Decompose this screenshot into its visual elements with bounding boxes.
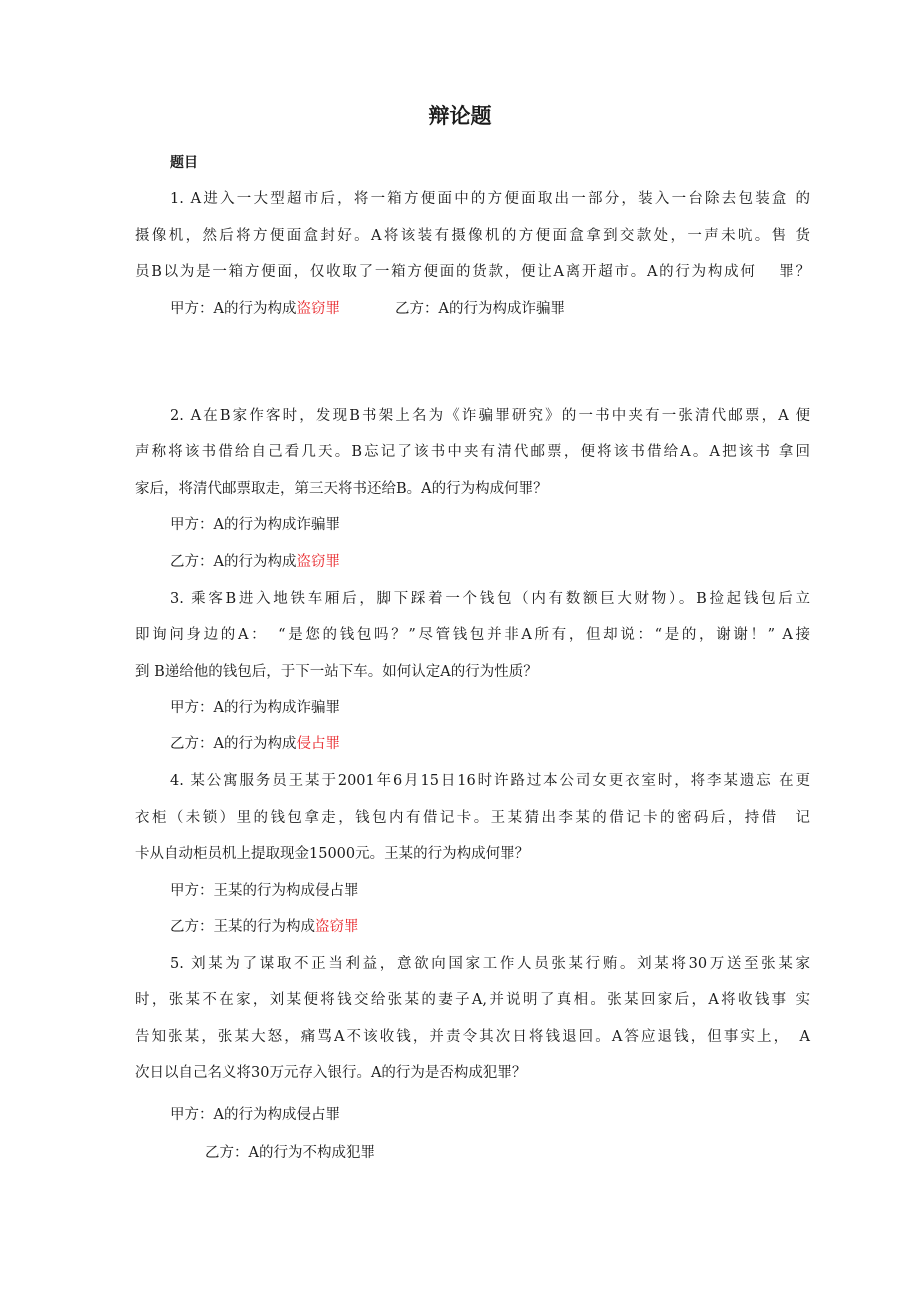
- side-b-highlight: 盗窃罪: [315, 919, 359, 935]
- question-4-side-a: [170, 881, 359, 901]
- side-b-text: 乙方：A的行为构成诈骗罪: [395, 301, 565, 317]
- question-5-line-4: 次日以自己名义将30万元存入银行。A的行为是否构成犯罪？: [135, 1065, 527, 1081]
- side-b-text: 乙方：A的行为不构成犯罪: [205, 1145, 375, 1161]
- question-2-side-a: [170, 515, 340, 535]
- side-b-text: 乙方：A的行为构成: [170, 736, 297, 752]
- question-5-line-2: 时，张某不在家，刘某便将钱交给张某的妻子A,并说明了真相。张某回家后，A将收钱事 实: [135, 992, 810, 1008]
- question-1-side-a: [170, 299, 340, 319]
- question-4-line-3: 卡从自动柜员机上提取现金15000元。王某的行为构成何罪？: [135, 846, 530, 862]
- side-b-highlight: 盗窃罪: [296, 554, 340, 570]
- page-title: 辩论题: [428, 104, 492, 128]
- question-4-line-2: 衣柜（未锁）里的钱包拿走，钱包内有借记卡。王某猜出李某的借记卡的密码后，持借 记: [135, 810, 810, 826]
- side-a-text: 甲方：A的行为构成诈骗罪: [170, 700, 340, 716]
- side-a-text: 甲方：A的行为构成诈骗罪: [170, 517, 340, 533]
- side-a-text: 甲方：A的行为构成: [170, 301, 297, 317]
- side-b-text: 乙方：A的行为构成: [170, 554, 297, 570]
- question-2-side-b: [170, 552, 340, 572]
- question-2-line-3: 家后，将清代邮票取走，第三天将书还给B。A的行为构成何罪？: [135, 481, 548, 497]
- question-3-line-2: 即询问身边的A： “是您的钱包吗？”尽管钱包并非A所有，但却说：“是的，谢谢！” A接: [135, 627, 810, 643]
- question-5-line-3: 告知张某，张某大怒，痛骂A不该收钱，并责令其次日将钱退回。A答应退钱，但事实上， A: [135, 1029, 810, 1045]
- question-1-line-3: 员B以为是一箱方便面，仅收取了一箱方便面的货款，便让A离开超市。A的行为构成何 罪？: [135, 264, 810, 280]
- side-b-text: 乙方：王某的行为构成: [170, 919, 315, 935]
- question-2-line-1: 2. A在B家作客时，发现B书架上名为《诈骗罪研究》的一书中夹有一张清代邮票，A 便: [170, 408, 810, 424]
- question-5-side-a: [170, 1105, 340, 1125]
- question-3-side-a: [170, 698, 340, 718]
- question-1-side-b: [395, 299, 565, 319]
- question-4-line-1: 4. 某公寓服务员王某于2001年6月15日16时许路过本公司女更衣室时，将李某遗忘 在更: [170, 773, 810, 789]
- question-5-line-1: 5. 刘某为了谋取不正当利益，意欲向国家工作人员张某行贿。刘某将30万送至张某家: [170, 956, 810, 972]
- section-heading: 题目: [170, 155, 198, 171]
- question-1-line-2: 摄像机，然后将方便面盒封好。A将该装有摄像机的方便面盒拿到交款处，一声未吭。售 货: [135, 228, 810, 244]
- question-3-side-b: [170, 734, 340, 754]
- question-5-side-b: [205, 1143, 375, 1163]
- side-a-text: 甲方：王某的行为构成侵占罪: [170, 883, 359, 899]
- side-a-highlight: 盗窃罪: [296, 301, 340, 317]
- question-4-side-b: [170, 917, 359, 937]
- question-3-line-1: 3. 乘客B进入地铁车厢后，脚下踩着一个钱包（内有数额巨大财物）。B捡起钱包后立: [170, 591, 810, 607]
- question-3-line-3: 到 B递给他的钱包后，于下一站下车。如何认定A的行为性质？: [135, 664, 538, 680]
- side-b-highlight: 侵占罪: [296, 736, 340, 752]
- side-a-text: 甲方：A的行为构成侵占罪: [170, 1107, 340, 1123]
- question-1-line-1: 1. A进入一大型超市后，将一箱方便面中的方便面取出一部分，装入一台除去包装盒 的: [170, 191, 810, 207]
- question-2-line-2: 声称将该书借给自己看几天。B忘记了该书中夹有清代邮票，便将该书借给A。A把该书 拿回: [135, 444, 810, 460]
